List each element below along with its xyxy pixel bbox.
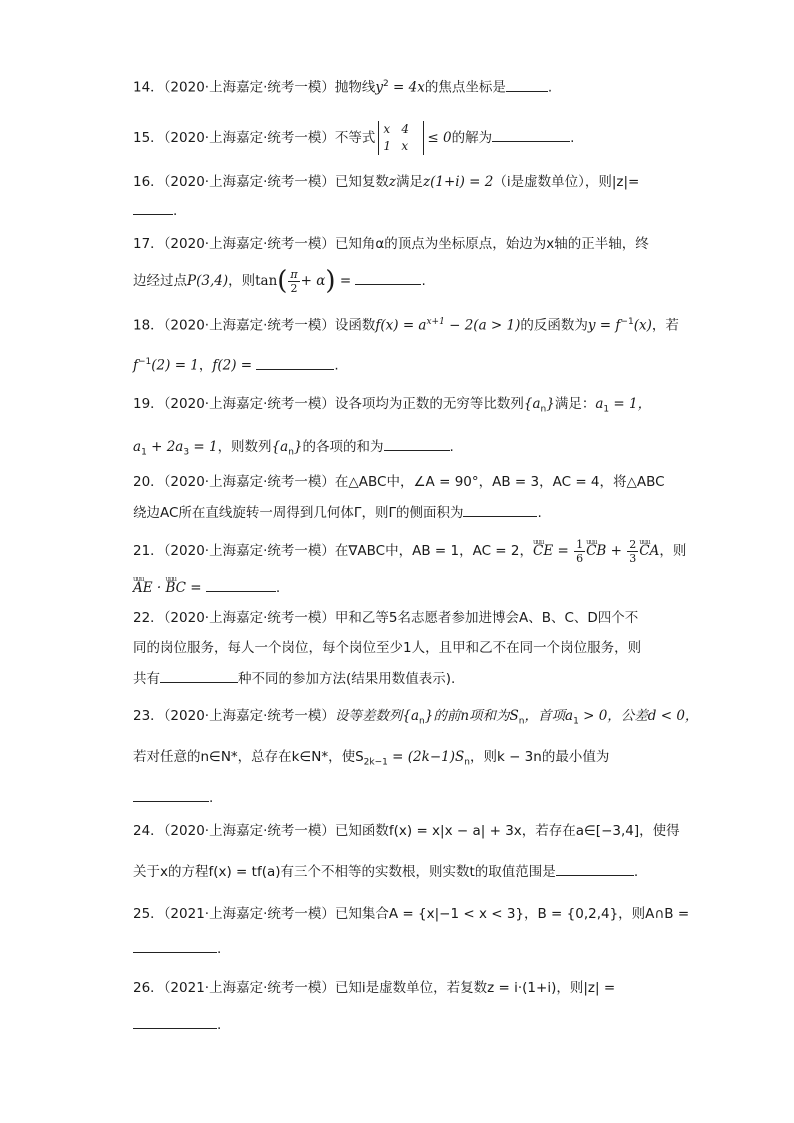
answer-blank[interactable] (160, 668, 238, 683)
question-21: 21．（2020·上海嘉定·统考一模）在∇ABC中，AB = 1，AC = 2，uuu CE = $\frac{1}{6}$ uuu CB + $\frac{2}{3}$ uuu CA，则 (133, 537, 686, 565)
answer-blank[interactable] (256, 355, 334, 370)
question-23-cont: 若对任意的n∈N*，总存在k∈N*，使$S_{2k-1} = (2k-1)S_n$，则k − 3n的最小值为 (133, 749, 610, 768)
question-22: 22．（2020·上海嘉定·统考一模）甲和乙等5名志愿者参加进博会A、B、C、D四个不 (133, 610, 639, 626)
question-17-cont: 边经过点P(3,4)，则tan( $\frac{\pi}{2}$ + α) = . (133, 266, 426, 296)
question-20-cont: 绕边AC所在直线旋转一周得到几何体Γ，则Γ的侧面积为 . (133, 502, 542, 523)
answer-blank[interactable] (506, 77, 548, 92)
question-26: 26．（2021·上海嘉定·统考一模）已知i是虚数单位，若复数z = i·(1+i)，则|z| = (133, 980, 616, 996)
question-15: 15．（2020·上海嘉定·统考一模）不等式 x 4 1 x ≤ 0的解为 . (133, 122, 575, 153)
question-19-cont: $a_1 + 2a_3 = 1$，则数列$\{a_n\}$的各项的和为 . (133, 436, 454, 463)
question-25-cont: . (133, 938, 221, 959)
answer-blank[interactable] (556, 861, 634, 876)
question-23-cont2: . (133, 787, 213, 808)
answer-blank[interactable] (133, 938, 217, 953)
question-22-cont2: 共有 种不同的参加方法(结果用数值表示). (133, 668, 455, 689)
answer-blank[interactable] (384, 436, 450, 451)
answer-blank[interactable] (355, 270, 421, 285)
question-26-cont: . (133, 1014, 221, 1035)
answer-blank[interactable] (133, 1014, 217, 1029)
question-23: 23．（2020·上海嘉定·统考一模）设等差数列$\{a_n\}$的前n项和为$S_n$，首项$a_1 > 0$，公差d < 0， (133, 708, 699, 727)
determinant: x 4 1 x (378, 121, 424, 155)
answer-blank[interactable] (463, 502, 537, 517)
question-21-cont: uuu AE · uuu BC = . (133, 577, 280, 598)
question-24: 24．（2020·上海嘉定·统考一模）已知函数f(x) = x|x − a| + 3x，若存在a∈[−3,4]，使得 (133, 823, 680, 839)
question-22-cont: 同的岗位服务，每人一个岗位，每个岗位至少1人，且甲和乙不在同一个岗位服务，则 (133, 640, 642, 656)
question-18-cont: $f^{-1}(2) = 1$，f(2) = . (133, 352, 339, 376)
answer-blank[interactable] (492, 127, 570, 142)
question-20: 20．（2020·上海嘉定·统考一模）在△ABC中，∠A = 90°，AB = 3，AC = 4，将△ABC (133, 474, 665, 490)
question-19: 19．（2020·上海嘉定·统考一模）设各项均为正数的无穷等比数列$\{a_n\}$满足：$a_1 = 1$， (133, 396, 652, 415)
fraction: $\frac{\pi}{2}$ (290, 267, 298, 295)
answer-blank[interactable] (133, 200, 173, 215)
question-17: 17．（2020·上海嘉定·统考一模）已知角α的顶点为坐标原点，始边为x轴的正半轴，终 (133, 236, 649, 252)
question-16-cont: . (133, 200, 177, 221)
question-24-cont: 关于x的方程f(x) = tf(a)有三个不相等的实数根，则实数t的取值范围是 . (133, 861, 638, 882)
answer-blank[interactable] (133, 787, 209, 802)
question-16: 16．（2020·上海嘉定·统考一模）已知复数z满足z(1+i) = 2（i是虚数单位），则|z|= (133, 174, 640, 190)
question-18: 18．（2020·上海嘉定·统考一模）设函数$f(x) = a^{x+1} - 2(a > 1)$的反函数为$y = f^{-1}(x)$，若 (133, 317, 679, 334)
answer-blank[interactable] (206, 577, 276, 592)
question-25: 25．（2021·上海嘉定·统考一模）已知集合A = {x|−1 < x < 3}，B = {0,2,4}，则A∩B = (133, 906, 690, 922)
question-14: 14．（2020·上海嘉定·统考一模）抛物线$y^2 = 4x$的焦点坐标是 . (133, 74, 552, 98)
